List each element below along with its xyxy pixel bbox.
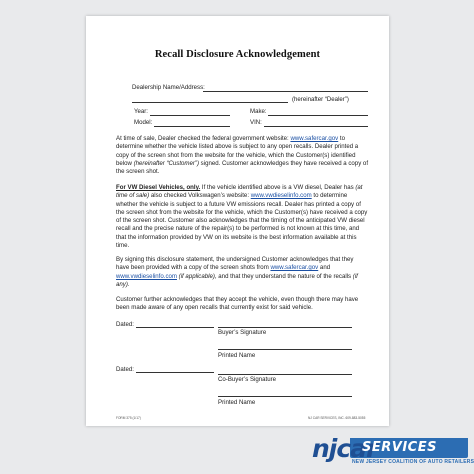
dealership-line[interactable] — [203, 91, 368, 92]
cobuyer-signature-line[interactable] — [218, 374, 352, 375]
printed-name-line-2[interactable] — [218, 396, 352, 397]
printed-name-label-1: Printed Name — [218, 352, 256, 359]
hereinafter-dealer: (hereinafter “Dealer”) — [292, 96, 349, 103]
model-field[interactable] — [154, 126, 230, 127]
year-label: Year: — [134, 108, 149, 115]
paragraph-accept-vehicle: Customer further acknowledges that they accept the vehicle, even though there may have been made aware of any open recalls that currently exist for said vehicle. — [116, 296, 359, 312]
form-page — [86, 16, 389, 426]
form-number: FORM 375 (1/17) — [116, 416, 141, 420]
vwdieselinfo-link-2[interactable]: www.vwdieselinfo.com — [116, 272, 177, 280]
vwdieselinfo-link[interactable]: www.vwdieselinfo.com — [250, 192, 312, 200]
dated-label-1: Dated: — [116, 321, 134, 328]
buyer-signature-line[interactable] — [218, 327, 352, 328]
safercar-link-2[interactable]: www.safercar.gov — [270, 264, 319, 272]
cobuyer-signature-label: Co-Buyer’s Signature — [218, 376, 277, 383]
vw-diesel-heading: For VW Diesel Vehicles, only. — [116, 184, 201, 191]
safercar-link[interactable]: www.safercar.gov — [290, 135, 339, 142]
njcar-services-logo — [312, 434, 474, 470]
paragraph-vw-diesel: For VW Diesel Vehicles, only. If the vehicle identified above is a VW diesel, Dealer has (at time of sale) also checked Volkswagen’s website: www.vwdieselinfo.com to determine whether the vehicle is subject to a future VW emissions recall. Dealer has printed a copy of the screen shot from the website for the vehicle, which the Customer(s) have received a copy of the screen shot. Customer also acknowledges that the timing of the anticipated VW diesel recall and the precise nature of the repair(s) to be performed is not known at this time, and that the information provided by VW on its website is the best information available at this time. — [116, 184, 368, 250]
buyer-signature-label: Buyer’s Signature — [218, 329, 267, 336]
model-label: Model: — [134, 119, 153, 126]
form-title: Recall Disclosure Acknowledgement — [154, 49, 321, 60]
form-publisher: NJ CAR SERVICES, INC. 609-883-5055 — [308, 416, 366, 420]
paragraph-acknowledgement: By signing this disclosure statement, the undersigned Customer acknowledges that they have been provided with a copy of the screen shots from www.safercar.gov and www.vwdieselinfo.com (if applicable), and that they understand the nature of the recalls (if any). — [116, 256, 358, 288]
printed-name-label-2: Printed Name — [218, 399, 256, 406]
dealership-label: Dealership Name/Address: — [132, 84, 205, 91]
dealership-line-2[interactable] — [132, 102, 288, 103]
logo-services-text: SERVICES — [362, 440, 437, 455]
dated-label-2: Dated: — [116, 366, 134, 373]
logo-tagline: NEW JERSEY COALITION OF AUTO RETAILERS — [352, 459, 474, 465]
make-label: Make: — [250, 108, 267, 115]
year-field[interactable] — [150, 115, 230, 116]
dated-field-1[interactable] — [136, 327, 214, 328]
vin-label: VIN: — [250, 119, 262, 126]
paragraph-safercar: At time of sale, Dealer checked the federal government website: www.safercar.gov to determine whether the vehicle listed above is subject to any open recalls. Dealer printed a copy of the screen shot from the website for the vehicle, which the Customer(s) identified below (hereinafter “Customer”) signed. Customer acknowledges they have received a copy of the screen shot. — [116, 135, 369, 176]
printed-name-line-1[interactable] — [218, 349, 352, 350]
make-field[interactable] — [268, 115, 368, 116]
logo-njcar-text: njcar — [312, 434, 378, 463]
dated-field-2[interactable] — [136, 372, 214, 373]
vin-field[interactable] — [264, 126, 368, 127]
